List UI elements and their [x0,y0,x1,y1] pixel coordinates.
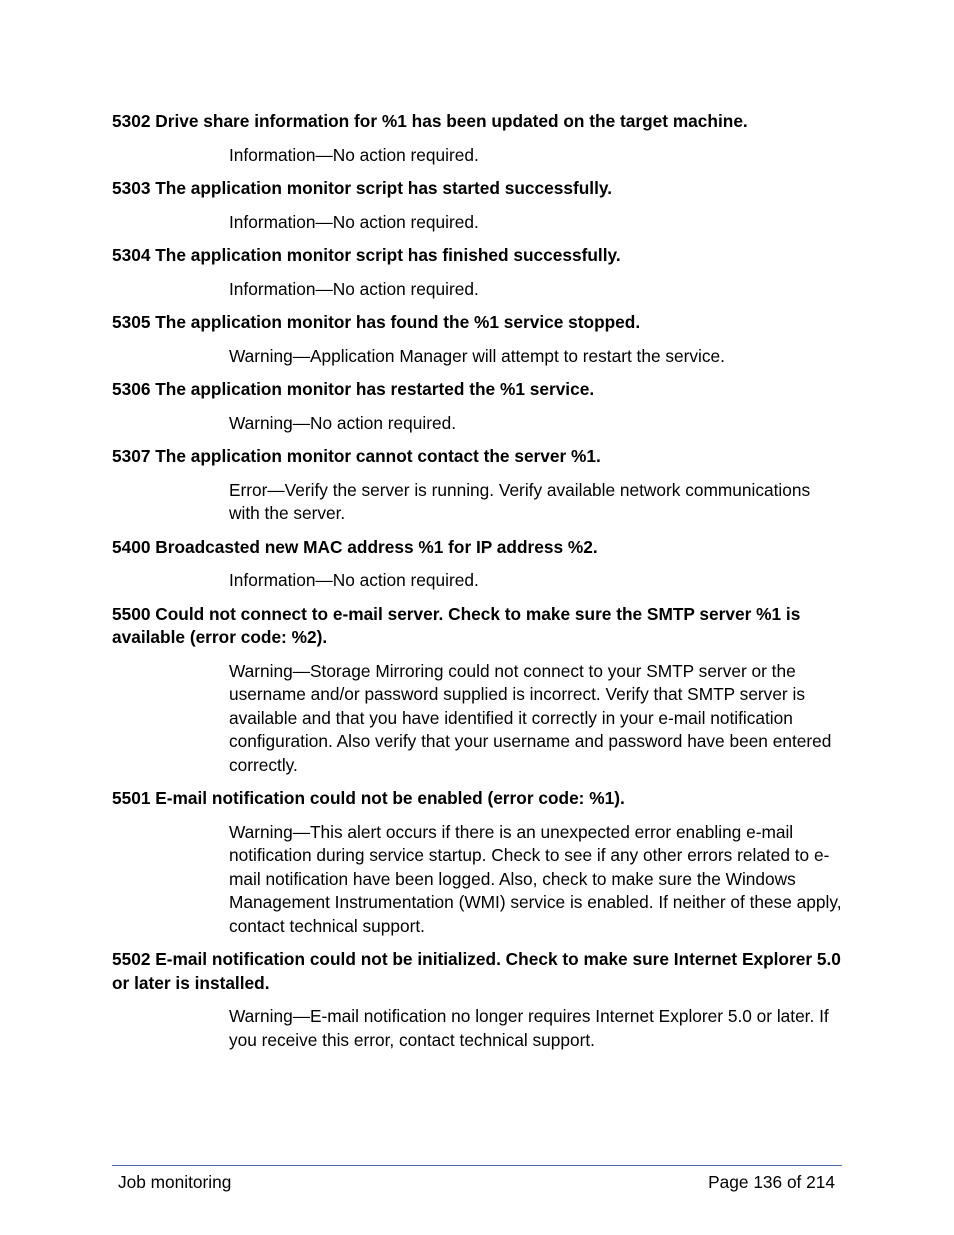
entry-title: 5302 Drive share information for %1 has been updated on the target machine. [112,111,748,131]
entry-5302 [112,110,844,167]
entry-5501 [112,787,844,938]
footer-divider [112,1165,842,1166]
entry-description: Warning—Application Manager will attempt to restart the service. [229,345,725,366]
entry-description: Information—No action required. [229,144,479,165]
footer-page-number: Page 136 of 214 [708,1172,835,1192]
entry-5307 [112,445,844,526]
entry-title: 5303 The application monitor script has started successfully. [112,178,613,198]
entry-title: 5501 E-mail notification could not be enabled (error code: %1). [112,788,625,808]
entry-title: 5307 The application monitor cannot contact the server %1. [112,446,601,466]
entry-title: 5400 Broadcasted new MAC address %1 for IP address %2. [112,536,598,557]
entry-title: 5305 The application monitor has found the %1 service stopped. [112,312,641,332]
entry-description: Warning—No action required. [229,412,457,433]
entry-5500 [112,603,844,778]
footer-section-name: Job monitoring [118,1172,232,1192]
entry-5400 [112,536,844,593]
entry-description: Warning—Storage Mirroring could not connect to your SMTP server or the username and/or password supplied is incorrect. Verify that SMTP server is available and that you have identified it correctly in your e-mail notification configuration. Also verify that your username and password have been entered correctly. [229,660,832,775]
entry-title: 5306 The application monitor has restarted the %1 service. [112,379,595,399]
entry-5306 [112,378,844,435]
document-body [112,110,844,1062]
entry-title: 5502 E-mail notification could not be initialized. Check to make sure Internet Explorer 5.0 or later is installed. [112,949,841,993]
entry-description: Error—Verify the server is running. Verify available network communications with the server. [229,479,811,523]
entry-description: Information—No action required. [229,570,479,590]
entry-5304 [112,244,844,301]
entry-title: 5500 Could not connect to e-mail server. Check to make sure the SMTP server %1 is available (error code: %2). [112,603,801,647]
entry-5303 [112,177,844,234]
entry-description: Warning—E-mail notification no longer requires Internet Explorer 5.0 or later. If you receive this error, contact technical support. [229,1006,829,1050]
entry-description: Information—No action required. [229,278,479,299]
entry-5305 [112,311,844,368]
entry-description: Warning—This alert occurs if there is an unexpected error enabling e-mail notification during service startup. Check to see if any other errors related to e-mail notification have been logged. Also, check to make sure the Windows Management Instrumentation (WMI) service is enabled. If neither of these apply, contact technical support. [229,821,842,936]
entry-description: Information—No action required. [229,211,479,232]
entry-title: 5304 The application monitor script has finished successfully. [112,245,621,265]
entry-5502 [112,948,844,1052]
